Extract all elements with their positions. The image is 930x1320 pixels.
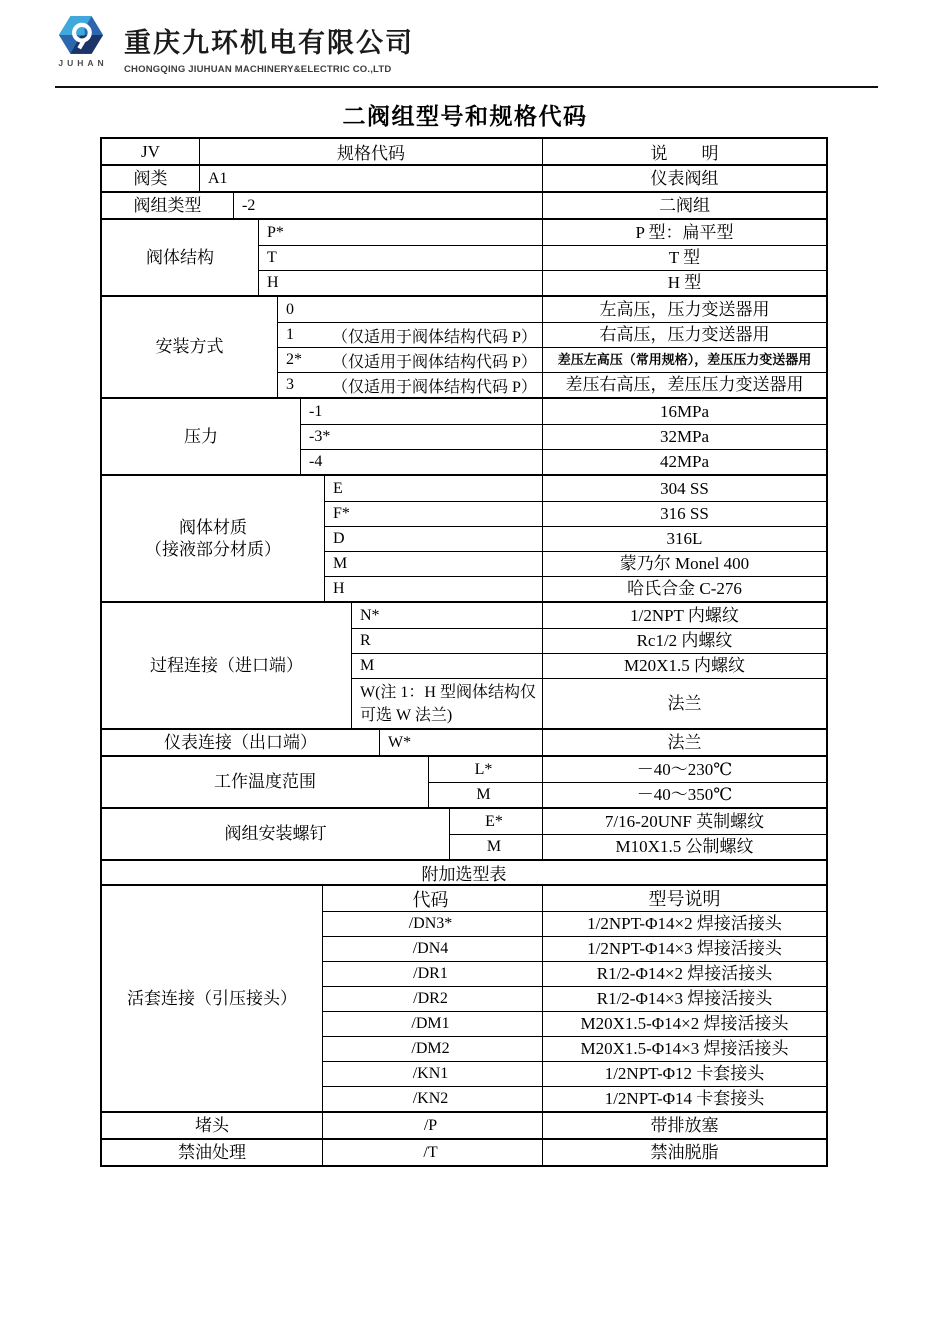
section-oil-free-treatment xyxy=(102,1138,826,1165)
desc-cell: M20X1.5 内螺纹 xyxy=(624,656,745,675)
desc-cell: 蒙乃尔 Monel 400 xyxy=(619,554,750,573)
section-valve-class xyxy=(102,164,826,191)
code-cell: /DM1 xyxy=(323,1012,543,1036)
code-value: W(注 1：H 型阀体结构仅可选 W 法兰) xyxy=(360,683,536,724)
section-label-line2: （接液部分材质） xyxy=(145,539,281,559)
table-row xyxy=(323,1011,826,1036)
code-cell: H xyxy=(259,271,543,295)
table-row xyxy=(323,1036,826,1061)
table-row xyxy=(429,757,826,782)
table-row xyxy=(259,220,826,245)
page-title: 二阀组型号和规格代码 xyxy=(342,104,588,129)
table-row xyxy=(380,730,826,755)
header-cell-description: 说 明 xyxy=(650,144,719,163)
desc-cell: 1/2NPT-Φ14×2 焊接活接头 xyxy=(587,914,782,933)
subheader-desc: 型号说明 xyxy=(648,888,721,909)
desc-cell: R1/2-Φ14×2 焊接活接头 xyxy=(596,964,773,983)
table-row xyxy=(278,347,826,372)
code-cell: E xyxy=(325,476,543,501)
desc-cell: 带排放塞 xyxy=(650,1115,719,1135)
section-label: 活套连接（引压接头） xyxy=(102,886,323,1111)
section-label: 压力 xyxy=(102,399,301,474)
code-note: （仅适用于阀体结构代码 P） xyxy=(332,328,537,346)
code-value: 0 xyxy=(286,300,294,318)
section-body-material xyxy=(102,474,826,601)
table-row xyxy=(323,1061,826,1086)
desc-cell: 1/2NPT-Φ12 卡套接头 xyxy=(604,1064,765,1083)
table-row xyxy=(325,476,826,501)
code-cell: -2 xyxy=(234,193,543,218)
code-cell: P* xyxy=(259,220,543,245)
code-cell: /DR2 xyxy=(323,987,543,1011)
table-row xyxy=(352,628,826,653)
table-row xyxy=(450,834,826,859)
table-row xyxy=(450,809,826,834)
section-label: 仪表连接（出口端） xyxy=(102,730,380,755)
table-row xyxy=(301,424,826,449)
section-label: 禁油处理 xyxy=(102,1140,323,1165)
table-row xyxy=(323,936,826,961)
code-value: 3 xyxy=(286,376,294,393)
table-row xyxy=(325,526,826,551)
table-row xyxy=(323,1086,826,1111)
desc-cell: 差压右高压，差压压力变送器用 xyxy=(565,375,804,394)
section-mounting-screw xyxy=(102,807,826,859)
section-union-connection xyxy=(102,884,826,1111)
section-instrument-connection xyxy=(102,728,826,755)
code-cell: R xyxy=(352,629,543,653)
section-manifold-type xyxy=(102,191,826,218)
section-mounting-style xyxy=(102,295,826,397)
table-header-row xyxy=(102,139,826,164)
section-label-line1: 阀体材质 xyxy=(179,517,247,537)
desc-cell: 1/2NPT-Φ14 卡套接头 xyxy=(604,1089,765,1108)
desc-cell: 32MPa xyxy=(659,427,710,446)
desc-cell: 右高压，压力变送器用 xyxy=(599,325,770,344)
section-plug xyxy=(102,1111,826,1138)
code-cell: /DM2 xyxy=(323,1037,543,1061)
desc-cell: －40～230℃ xyxy=(636,759,733,779)
desc-cell: 差压左高压（常用规格），差压压力变送器用 xyxy=(557,352,812,367)
code-cell: N* xyxy=(352,603,543,628)
code-cell: /P xyxy=(323,1113,543,1138)
code-cell: -1 xyxy=(301,399,543,424)
code-value: 1 xyxy=(286,326,294,343)
section-pressure xyxy=(102,397,826,474)
table-row xyxy=(234,193,826,218)
table-row xyxy=(323,1140,826,1165)
code-cell: -4 xyxy=(301,450,543,474)
table-row xyxy=(352,653,826,678)
section-label: 工作温度范围 xyxy=(102,757,429,807)
desc-cell: H 型 xyxy=(667,273,702,292)
subheader-code: 代码 xyxy=(323,886,543,911)
desc-cell: 304 SS xyxy=(660,478,709,498)
code-cell: /T xyxy=(323,1140,543,1165)
logo-hexagon-icon xyxy=(58,14,104,56)
desc-cell: P 型：扁平型 xyxy=(635,222,734,242)
code-cell: L* xyxy=(429,757,543,782)
section-label: 安装方式 xyxy=(102,297,278,397)
desc-cell: 316 SS xyxy=(660,504,709,523)
table-row xyxy=(200,166,826,191)
desc-cell: 42MPa xyxy=(659,452,710,471)
header-cell-jv: JV xyxy=(102,139,200,164)
table-row xyxy=(301,399,826,424)
table-row xyxy=(323,986,826,1011)
code-note: （仅适用于阀体结构代码 P） xyxy=(332,353,537,371)
table-row xyxy=(323,961,826,986)
code-cell: T xyxy=(259,246,543,270)
desc-cell: 1/2NPT 内螺纹 xyxy=(630,605,739,625)
table-row xyxy=(259,270,826,295)
code-cell: H xyxy=(325,577,543,601)
desc-cell: 二阀组 xyxy=(659,195,710,215)
desc-cell: 左高压，压力变送器用 xyxy=(599,299,770,319)
code-cell: M xyxy=(352,654,543,678)
code-cell xyxy=(278,323,543,347)
desc-cell: 法兰 xyxy=(667,693,702,713)
code-cell: W* xyxy=(380,730,543,755)
desc-cell: 7/16-20UNF 英制螺纹 xyxy=(604,811,765,831)
section-body-structure xyxy=(102,218,826,295)
section-label: 阀类 xyxy=(102,166,200,191)
code-cell: -3* xyxy=(301,425,543,449)
desc-cell: R1/2-Φ14×3 焊接活接头 xyxy=(596,989,773,1008)
code-cell xyxy=(352,679,543,728)
section-label: 过程连接（进口端） xyxy=(102,603,352,728)
table-row xyxy=(278,322,826,347)
header-rule xyxy=(55,86,878,88)
table-row xyxy=(323,1113,826,1138)
table-row xyxy=(278,372,826,397)
table-row xyxy=(325,576,826,601)
desc-cell: －40～350℃ xyxy=(636,785,733,804)
company-name-en: CHONGQING JIUHUAN MACHINERY&ELECTRIC CO.,LTD xyxy=(124,64,392,75)
subheader-row xyxy=(323,886,826,911)
table-row xyxy=(325,551,826,576)
desc-cell: M20X1.5-Φ14×3 焊接活接头 xyxy=(580,1039,789,1058)
desc-cell: 316L xyxy=(666,529,703,548)
table-row xyxy=(259,245,826,270)
code-cell: /KN1 xyxy=(323,1062,543,1086)
table-row xyxy=(278,297,826,322)
table-row xyxy=(429,782,826,807)
section-label: 阀组安装螺钉 xyxy=(102,809,450,859)
code-cell: M xyxy=(325,552,543,576)
spec-table xyxy=(100,137,828,1167)
code-cell: F* xyxy=(325,502,543,526)
code-note: （仅适用于阀体结构代码 P） xyxy=(332,378,537,396)
section-label: 阀组类型 xyxy=(102,193,234,218)
code-cell: /DN4 xyxy=(323,937,543,961)
code-cell xyxy=(278,297,543,322)
desc-cell: 禁油脱脂 xyxy=(650,1142,719,1162)
header-cell-spec-code: 规格代码 xyxy=(200,139,543,164)
table-row xyxy=(325,501,826,526)
code-cell xyxy=(278,348,543,372)
desc-cell: 1/2NPT-Φ14×3 焊接活接头 xyxy=(587,939,782,958)
desc-cell: 16MPa xyxy=(659,401,710,421)
table-row xyxy=(301,449,826,474)
code-cell: M xyxy=(429,783,543,807)
desc-cell: M20X1.5-Φ14×2 焊接活接头 xyxy=(580,1014,789,1033)
code-cell: A1 xyxy=(200,166,543,191)
table-row xyxy=(323,911,826,936)
table-row xyxy=(352,603,826,628)
company-name-cn: 重庆九环机电有限公司 xyxy=(124,28,414,58)
desc-cell: 仪表阀组 xyxy=(650,168,719,188)
section-process-connection xyxy=(102,601,826,728)
desc-cell: 法兰 xyxy=(667,732,702,752)
desc-cell: M10X1.5 公制螺纹 xyxy=(615,837,754,856)
section-label: 阀体结构 xyxy=(102,220,259,295)
company-name-block xyxy=(124,14,414,75)
table-row xyxy=(352,678,826,728)
desc-cell: 哈氏合金 C-276 xyxy=(627,579,742,598)
company-logo xyxy=(52,14,110,68)
letterhead xyxy=(52,14,414,75)
desc-cell: Rc1/2 内螺纹 xyxy=(636,631,733,650)
code-cell: /DR1 xyxy=(323,962,543,986)
code-cell: /DN3* xyxy=(323,912,543,936)
logo-wordmark: JUHAN xyxy=(58,58,108,68)
code-value: 2* xyxy=(286,351,302,368)
section-working-temperature xyxy=(102,755,826,807)
code-cell: /KN2 xyxy=(323,1087,543,1111)
code-cell xyxy=(278,373,543,397)
code-cell: D xyxy=(325,527,543,551)
code-cell: E* xyxy=(450,809,543,834)
appendix-title-row: 附加选型表 xyxy=(102,859,826,884)
section-label: 堵头 xyxy=(102,1113,323,1138)
code-cell: M xyxy=(450,835,543,859)
section-label xyxy=(102,476,325,601)
desc-cell: T 型 xyxy=(668,248,701,267)
